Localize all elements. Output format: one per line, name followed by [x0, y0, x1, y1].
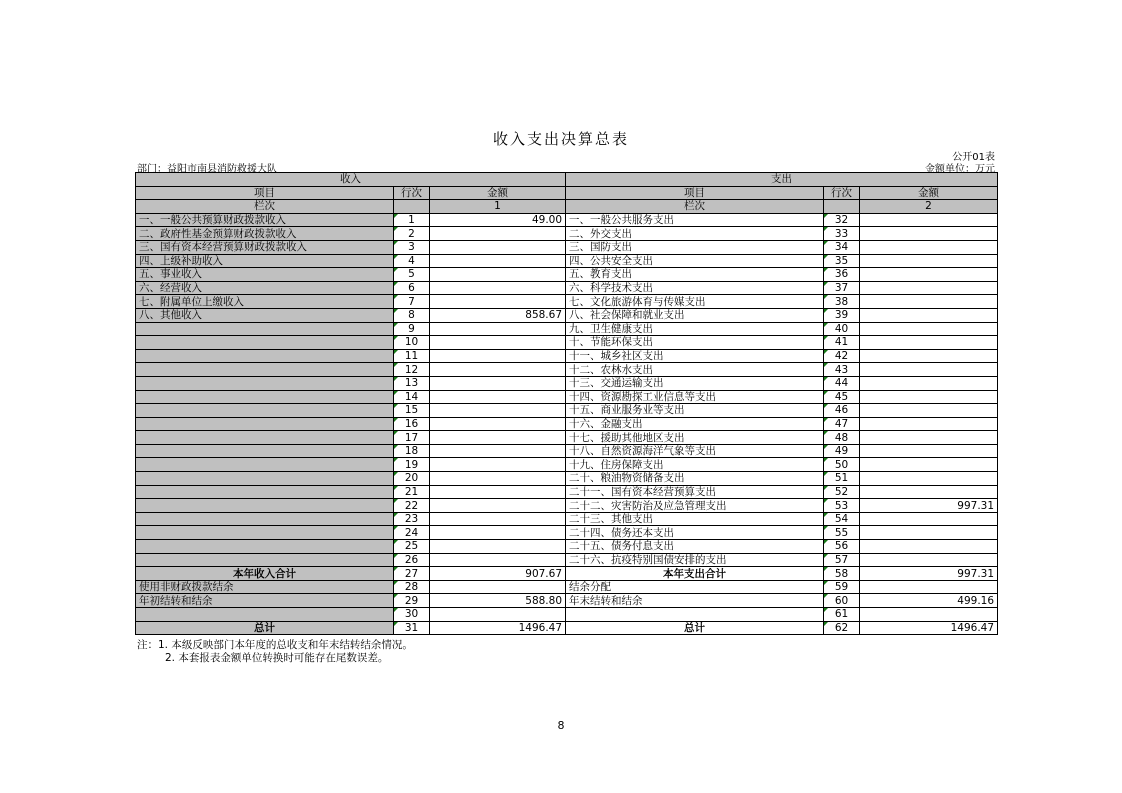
notes — [137, 639, 413, 665]
income-item-cell — [136, 540, 394, 554]
income-item-cell — [136, 553, 394, 567]
expense-amount-cell — [860, 485, 998, 499]
income-total-amount-cell — [430, 608, 566, 622]
income-total-item-cell: 使用非财政拨款结余 — [136, 580, 394, 594]
income-total-rowno-cell: 31 — [394, 621, 430, 635]
total-row — [136, 608, 998, 622]
expense-item-cell: 二十三、其他支出 — [566, 512, 824, 526]
expense-amount-cell — [860, 553, 998, 567]
income-total-amount-cell: 907.67 — [430, 567, 566, 581]
expense-amount-cell: 997.31 — [860, 499, 998, 513]
column-header-row — [136, 186, 998, 200]
income-rowno-cell: 12 — [394, 363, 430, 377]
expense-total-rowno-cell: 58 — [824, 567, 860, 581]
expense-amount-cell — [860, 213, 998, 227]
income-amount-cell — [430, 322, 566, 336]
expense-amount-cell — [860, 417, 998, 431]
table-row — [136, 308, 998, 322]
expense-item-cell: 二十、粮油物资储备支出 — [566, 472, 824, 486]
income-total-item-cell — [136, 608, 394, 622]
income-total-amount-cell: 588.80 — [430, 594, 566, 608]
note-2: 2. 本套报表金额单位转换时可能存在尾数误差。 — [165, 652, 389, 664]
table-row — [136, 553, 998, 567]
expense-item-cell: 二十五、债务付息支出 — [566, 540, 824, 554]
expense-total-rowno-cell: 59 — [824, 580, 860, 594]
table-row — [136, 458, 998, 472]
expense-item-cell: 十五、商业服务业等支出 — [566, 404, 824, 418]
expense-amount-cell — [860, 308, 998, 322]
expense-rowno-cell: 34 — [824, 240, 860, 254]
income-item-cell — [136, 336, 394, 350]
expense-amount-cell — [860, 540, 998, 554]
table-row — [136, 499, 998, 513]
income-item-header: 项目 — [136, 186, 394, 200]
expense-rowno-cell: 54 — [824, 512, 860, 526]
expense-item-header: 项目 — [566, 186, 824, 200]
income-item-cell — [136, 349, 394, 363]
income-total-rowno-cell: 27 — [394, 567, 430, 581]
income-total-rowno-cell: 28 — [394, 580, 430, 594]
expense-amount-cell — [860, 458, 998, 472]
report-sheet — [135, 148, 997, 635]
income-item-cell — [136, 458, 394, 472]
expense-rowno-header: 行次 — [824, 186, 860, 200]
income-rowno-cell: 2 — [394, 227, 430, 241]
income-amount-cell — [430, 417, 566, 431]
expense-total-amount-cell — [860, 580, 998, 594]
table-row — [136, 336, 998, 350]
table-row — [136, 254, 998, 268]
expense-item-cell: 九、卫生健康支出 — [566, 322, 824, 336]
expense-total-item-cell: 结余分配 — [566, 580, 824, 594]
income-expense-table — [135, 172, 998, 635]
income-item-cell — [136, 472, 394, 486]
income-item-cell — [136, 431, 394, 445]
expense-column-number: 2 — [860, 200, 998, 214]
table-row — [136, 240, 998, 254]
table-row — [136, 268, 998, 282]
income-amount-cell — [430, 431, 566, 445]
expense-item-cell: 四、公共安全支出 — [566, 254, 824, 268]
income-amount-cell — [430, 240, 566, 254]
income-amount-header: 金额 — [430, 186, 566, 200]
income-rowno-cell: 10 — [394, 336, 430, 350]
expense-rowno-cell: 52 — [824, 485, 860, 499]
expense-item-cell: 十二、农林水支出 — [566, 363, 824, 377]
income-total-item-cell: 年初结转和结余 — [136, 594, 394, 608]
income-item-cell — [136, 376, 394, 390]
income-rowno-cell: 24 — [394, 526, 430, 540]
income-amount-cell — [430, 376, 566, 390]
income-rowno-cell: 19 — [394, 458, 430, 472]
income-amount-cell — [430, 553, 566, 567]
income-rowno-cell: 15 — [394, 404, 430, 418]
income-rowno-cell: 21 — [394, 485, 430, 499]
income-rowno-cell: 6 — [394, 281, 430, 295]
income-rowno-cell: 26 — [394, 553, 430, 567]
income-rowno-cell: 9 — [394, 322, 430, 336]
expense-item-cell: 十六、金融支出 — [566, 417, 824, 431]
expense-total-amount-cell: 499.16 — [860, 594, 998, 608]
unit-label: 金额单位：万元 — [925, 164, 995, 175]
table-row — [136, 444, 998, 458]
expense-header: 支出 — [566, 173, 998, 187]
expense-amount-cell — [860, 390, 998, 404]
income-amount-cell — [430, 499, 566, 513]
income-item-cell — [136, 363, 394, 377]
page-number: 8 — [557, 719, 565, 732]
report-title: 收入支出决算总表 — [492, 130, 629, 148]
income-item-cell — [136, 390, 394, 404]
income-rowno-cell: 25 — [394, 540, 430, 554]
expense-total-amount-cell: 997.31 — [860, 567, 998, 581]
income-rowno-cell: 7 — [394, 295, 430, 309]
expense-item-cell: 二、外交支出 — [566, 227, 824, 241]
expense-rowno-cell: 56 — [824, 540, 860, 554]
income-rowno-cell: 4 — [394, 254, 430, 268]
expense-amount-cell — [860, 431, 998, 445]
table-row — [136, 512, 998, 526]
expense-amount-cell — [860, 322, 998, 336]
income-rowno-cell: 11 — [394, 349, 430, 363]
table-row — [136, 485, 998, 499]
income-amount-cell — [430, 458, 566, 472]
income-amount-cell — [430, 540, 566, 554]
expense-rowno-cell: 41 — [824, 336, 860, 350]
income-item-cell: 六、经营收入 — [136, 281, 394, 295]
expense-rowno-cell: 47 — [824, 417, 860, 431]
expense-total-amount-cell — [860, 608, 998, 622]
income-item-cell — [136, 444, 394, 458]
table-row — [136, 417, 998, 431]
expense-item-cell: 二十二、灾害防治及应急管理支出 — [566, 499, 824, 513]
expense-item-cell: 十九、住房保障支出 — [566, 458, 824, 472]
income-rowno-cell: 23 — [394, 512, 430, 526]
total-row — [136, 567, 998, 581]
table-row — [136, 281, 998, 295]
expense-amount-cell — [860, 349, 998, 363]
income-amount-cell — [430, 227, 566, 241]
expense-rowno-cell: 51 — [824, 472, 860, 486]
expense-column-blank — [824, 200, 860, 214]
income-item-cell: 一、一般公共预算财政拨款收入 — [136, 213, 394, 227]
expense-item-cell: 二十四、债务还本支出 — [566, 526, 824, 540]
income-item-cell — [136, 417, 394, 431]
income-total-item-cell: 总计 — [136, 621, 394, 635]
expense-item-cell: 十八、自然资源海洋气象等支出 — [566, 444, 824, 458]
expense-item-cell: 十七、援助其他地区支出 — [566, 431, 824, 445]
income-total-rowno-cell: 30 — [394, 608, 430, 622]
income-total-amount-cell — [430, 580, 566, 594]
expense-rowno-cell: 53 — [824, 499, 860, 513]
income-rowno-header: 行次 — [394, 186, 430, 200]
total-row — [136, 594, 998, 608]
expense-item-cell: 五、教育支出 — [566, 268, 824, 282]
table-row — [136, 363, 998, 377]
income-amount-cell — [430, 485, 566, 499]
income-item-cell: 二、政府性基金预算财政拨款收入 — [136, 227, 394, 241]
expense-item-cell: 七、文化旅游体育与传媒支出 — [566, 295, 824, 309]
income-item-cell: 三、国有资本经营预算财政拨款收入 — [136, 240, 394, 254]
table-row — [136, 540, 998, 554]
note-1: 注：1. 本级反映部门本年度的总收支和年末结转结余情况。 — [137, 639, 413, 651]
expense-amount-cell — [860, 240, 998, 254]
table-row — [136, 322, 998, 336]
expense-rowno-cell: 49 — [824, 444, 860, 458]
expense-item-cell: 八、社会保障和就业支出 — [566, 308, 824, 322]
table-row — [136, 213, 998, 227]
expense-item-cell: 一、一般公共服务支出 — [566, 213, 824, 227]
income-amount-cell — [430, 254, 566, 268]
income-amount-cell — [430, 349, 566, 363]
income-item-cell — [136, 512, 394, 526]
table-row — [136, 526, 998, 540]
expense-amount-cell — [860, 227, 998, 241]
income-rowno-cell: 20 — [394, 472, 430, 486]
expense-amount-cell — [860, 254, 998, 268]
expense-total-item-cell: 本年支出合计 — [566, 567, 824, 581]
income-rowno-cell: 1 — [394, 213, 430, 227]
department-row — [135, 160, 997, 175]
expense-total-amount-cell: 1496.47 — [860, 621, 998, 635]
table-row — [136, 431, 998, 445]
expense-total-item-cell: 年末结转和结余 — [566, 594, 824, 608]
income-amount-cell — [430, 512, 566, 526]
income-amount-cell — [430, 363, 566, 377]
department-label: 部门：益阳市南县消防救援大队 — [137, 164, 277, 175]
expense-item-cell: 三、国防支出 — [566, 240, 824, 254]
table-row — [136, 390, 998, 404]
income-item-cell: 四、上级补助收入 — [136, 254, 394, 268]
expense-amount-cell — [860, 363, 998, 377]
income-column-blank — [394, 200, 430, 214]
income-rowno-cell: 18 — [394, 444, 430, 458]
expense-item-cell: 六、科学技术支出 — [566, 281, 824, 295]
expense-item-cell: 十三、交通运输支出 — [566, 376, 824, 390]
total-row — [136, 580, 998, 594]
expense-item-cell: 十四、资源勘探工业信息等支出 — [566, 390, 824, 404]
income-rowno-cell: 17 — [394, 431, 430, 445]
expense-column-label: 栏次 — [566, 200, 824, 214]
expense-amount-cell — [860, 295, 998, 309]
income-rowno-cell: 5 — [394, 268, 430, 282]
expense-total-rowno-cell: 60 — [824, 594, 860, 608]
income-rowno-cell: 14 — [394, 390, 430, 404]
expense-rowno-cell: 38 — [824, 295, 860, 309]
table-row — [136, 472, 998, 486]
column-index-row — [136, 200, 998, 214]
income-column-number: 1 — [430, 200, 566, 214]
expense-rowno-cell: 33 — [824, 227, 860, 241]
expense-rowno-cell: 43 — [824, 363, 860, 377]
income-column-label: 栏次 — [136, 200, 394, 214]
income-item-cell: 八、其他收入 — [136, 308, 394, 322]
expense-rowno-cell: 39 — [824, 308, 860, 322]
expense-rowno-cell: 55 — [824, 526, 860, 540]
expense-rowno-cell: 50 — [824, 458, 860, 472]
income-rowno-cell: 13 — [394, 376, 430, 390]
table-row — [136, 349, 998, 363]
expense-amount-cell — [860, 444, 998, 458]
expense-total-rowno-cell: 61 — [824, 608, 860, 622]
expense-amount-cell — [860, 281, 998, 295]
table-row — [136, 295, 998, 309]
expense-item-cell: 二十六、抗疫特别国债安排的支出 — [566, 553, 824, 567]
income-rowno-cell: 8 — [394, 308, 430, 322]
form-number: 公开01表 — [952, 152, 995, 163]
expense-rowno-cell: 42 — [824, 349, 860, 363]
expense-total-item-cell — [566, 608, 824, 622]
income-rowno-cell: 22 — [394, 499, 430, 513]
expense-rowno-cell: 48 — [824, 431, 860, 445]
income-item-cell — [136, 499, 394, 513]
expense-amount-cell — [860, 404, 998, 418]
expense-amount-cell — [860, 376, 998, 390]
income-amount-cell — [430, 295, 566, 309]
form-number-row — [135, 148, 997, 163]
income-total-item-cell: 本年收入合计 — [136, 567, 394, 581]
income-total-rowno-cell: 29 — [394, 594, 430, 608]
income-item-cell — [136, 485, 394, 499]
table-body — [136, 213, 998, 634]
income-amount-cell — [430, 404, 566, 418]
expense-item-cell: 十、节能环保支出 — [566, 336, 824, 350]
income-item-cell — [136, 322, 394, 336]
expense-item-cell: 二十一、国有资本经营预算支出 — [566, 485, 824, 499]
expense-amount-cell — [860, 512, 998, 526]
expense-amount-cell — [860, 268, 998, 282]
expense-amount-cell — [860, 336, 998, 350]
income-item-cell — [136, 404, 394, 418]
total-row — [136, 621, 998, 635]
income-amount-cell — [430, 336, 566, 350]
expense-amount-cell — [860, 472, 998, 486]
income-amount-cell — [430, 472, 566, 486]
expense-amount-header: 金额 — [860, 186, 998, 200]
income-item-cell: 五、事业收入 — [136, 268, 394, 282]
expense-total-item-cell: 总计 — [566, 621, 824, 635]
income-amount-cell — [430, 268, 566, 282]
expense-amount-cell — [860, 526, 998, 540]
expense-rowno-cell: 57 — [824, 553, 860, 567]
expense-rowno-cell: 44 — [824, 376, 860, 390]
income-rowno-cell: 16 — [394, 417, 430, 431]
expense-rowno-cell: 32 — [824, 213, 860, 227]
expense-total-rowno-cell: 62 — [824, 621, 860, 635]
income-amount-cell: 858.67 — [430, 308, 566, 322]
table-row — [136, 404, 998, 418]
expense-rowno-cell: 36 — [824, 268, 860, 282]
income-total-amount-cell: 1496.47 — [430, 621, 566, 635]
expense-rowno-cell: 35 — [824, 254, 860, 268]
table-row — [136, 376, 998, 390]
table-row — [136, 227, 998, 241]
income-amount-cell — [430, 281, 566, 295]
income-amount-cell — [430, 526, 566, 540]
income-amount-cell: 49.00 — [430, 213, 566, 227]
income-item-cell — [136, 526, 394, 540]
expense-rowno-cell: 40 — [824, 322, 860, 336]
expense-rowno-cell: 45 — [824, 390, 860, 404]
expense-rowno-cell: 37 — [824, 281, 860, 295]
expense-rowno-cell: 46 — [824, 404, 860, 418]
income-amount-cell — [430, 444, 566, 458]
expense-item-cell: 十一、城乡社区支出 — [566, 349, 824, 363]
income-header: 收入 — [136, 173, 566, 187]
income-item-cell: 七、附属单位上缴收入 — [136, 295, 394, 309]
income-rowno-cell: 3 — [394, 240, 430, 254]
income-amount-cell — [430, 390, 566, 404]
